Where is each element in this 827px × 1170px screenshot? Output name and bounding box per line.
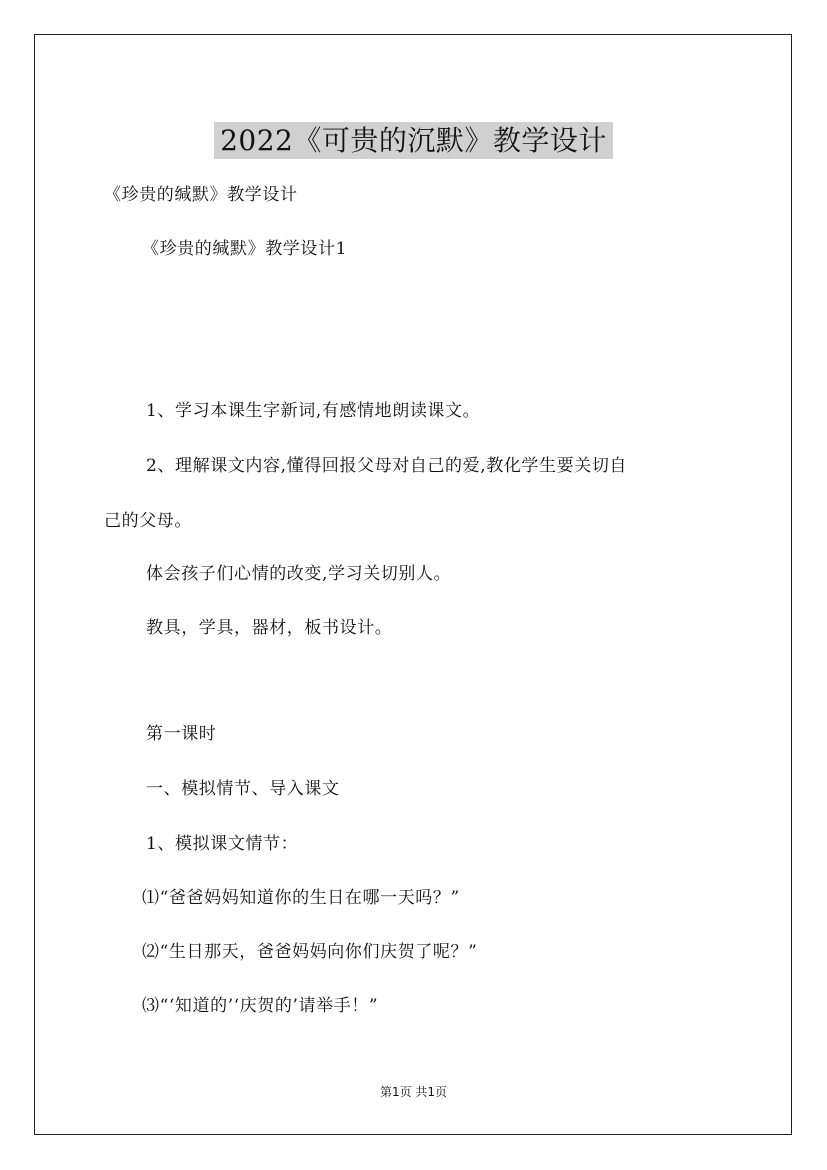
lesson-period: 第一课时 (146, 724, 217, 744)
question-2: ⑵“生日那天，爸爸妈妈向你们庆贺了呢？” (142, 942, 478, 962)
objective-3: 体会孩子们心情的改变,学习关切别人。 (146, 564, 452, 584)
section-heading: 《珍贵的缄默》教学设计1 (142, 239, 348, 259)
step-heading: 一、模拟情节、导入课文 (146, 779, 340, 799)
objective-1: 1、学习本课生字新词,有感情地朗读课文。 (146, 401, 481, 421)
step-item: 1、模拟课文情节： (146, 834, 299, 854)
objective-2: 2、理解课文内容,懂得回报父母对自己的爱,教化学生要关切自 (146, 456, 628, 476)
objective-2-continued: 己的父母。 (104, 511, 192, 531)
question-1: ⑴“爸爸妈妈知道你的生日在哪一天吗？” (142, 888, 460, 908)
document-title: 2022《可贵的沉默》教学设计 (214, 122, 613, 159)
teaching-aids: 教具，学具，器材，板书设计。 (146, 618, 393, 638)
subtitle-line: 《珍贵的缄默》教学设计 (104, 185, 298, 205)
page-number: 第1页 共1页 (379, 1085, 448, 1099)
question-3: ⑶“‘知道的’‘庆贺的’请举手！” (142, 996, 379, 1016)
